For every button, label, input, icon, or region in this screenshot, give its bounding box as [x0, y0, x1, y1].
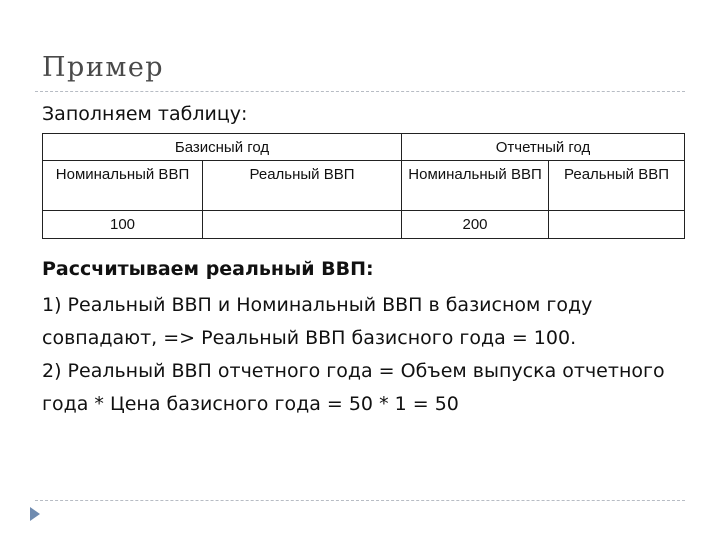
- table-subheader-row: [43, 161, 685, 211]
- col-nominal-report: Номинальный ВВП: [402, 161, 549, 211]
- slide-marker-icon: [29, 506, 41, 525]
- intro-text: Заполняем таблицу:: [42, 103, 248, 125]
- calc-item-1: 1) Реальный ВВП и Номинальный ВВП в базисном году совпадают, => Реальный ВВП базисного года = 100.: [42, 294, 593, 349]
- slide-title: Пример: [42, 52, 165, 83]
- gdp-table: [42, 133, 685, 239]
- cell-real-report: [549, 211, 685, 239]
- header-report-year: Отчетный год: [402, 134, 685, 161]
- cell-nominal-base: 100: [43, 211, 203, 239]
- header-base-year: Базисный год: [43, 134, 402, 161]
- calc-item-2: 2) Реальный ВВП отчетного года = Объем выпуска отчетного года * Цена базисного года = 50 * 1 = 50: [42, 360, 665, 415]
- col-nominal-base: Номинальный ВВП: [43, 161, 203, 211]
- col-real-base: Реальный ВВП: [203, 161, 402, 211]
- cell-nominal-report: 200: [402, 211, 549, 239]
- cell-real-base: [203, 211, 402, 239]
- footer-divider: [35, 500, 685, 501]
- col-real-report: Реальный ВВП: [549, 161, 685, 211]
- title-divider: [35, 91, 685, 92]
- calc-heading: Рассчитываем реальный ВВП:: [42, 258, 374, 280]
- table-header-row: [43, 134, 685, 161]
- table-row: [43, 211, 685, 239]
